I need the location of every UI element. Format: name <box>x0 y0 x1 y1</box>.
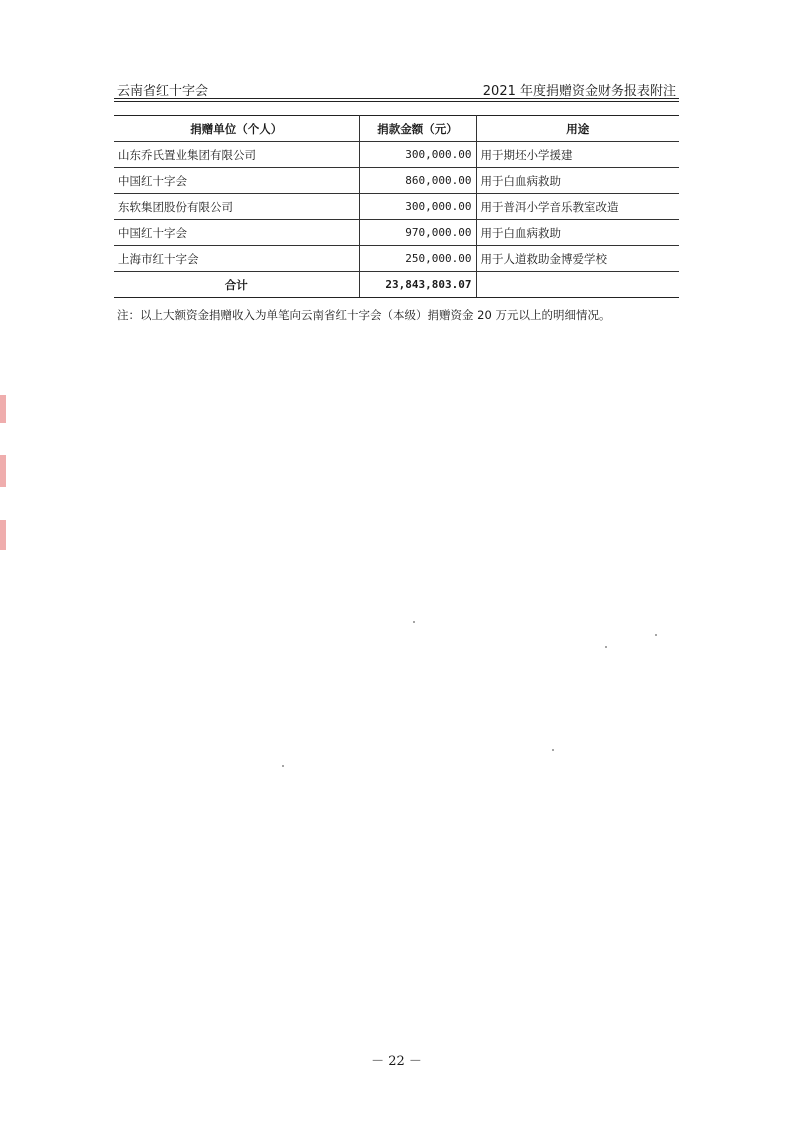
purpose-cell: 用于普洱小学音乐教室改造 <box>476 194 679 220</box>
amount-cell: 300,000.00 <box>359 194 476 220</box>
amount-cell: 250,000.00 <box>359 246 476 272</box>
amount-cell: 970,000.00 <box>359 220 476 246</box>
donor-cell: 上海市红十字会 <box>114 246 359 272</box>
scan-speck <box>552 749 554 751</box>
table-row <box>114 142 679 168</box>
seal-edge-mark <box>0 395 6 423</box>
total-amount: 23,843,803.07 <box>359 272 476 298</box>
donor-cell: 中国红十字会 <box>114 220 359 246</box>
purpose-cell: 用于白血病救助 <box>476 220 679 246</box>
total-row <box>114 272 679 298</box>
header-report-title: 2021 年度捐赠资金财务报表附注 <box>482 84 676 99</box>
table-row <box>114 220 679 246</box>
column-header-amount: 捐款金额（元） <box>359 116 476 142</box>
table-row <box>114 246 679 272</box>
donation-table <box>114 115 679 298</box>
purpose-cell: 用于期坯小学援建 <box>476 142 679 168</box>
header-rule <box>114 98 679 99</box>
table-row <box>114 168 679 194</box>
seal-edge-mark <box>0 455 6 487</box>
amount-cell: 860,000.00 <box>359 168 476 194</box>
donor-cell: 山东乔氏置业集团有限公司 <box>114 142 359 168</box>
donor-cell: 东软集团股份有限公司 <box>114 194 359 220</box>
scan-speck <box>605 646 607 648</box>
total-purpose-cell <box>476 272 679 298</box>
total-label: 合计 <box>114 272 359 298</box>
seal-edge-mark <box>0 520 6 550</box>
column-header-purpose: 用途 <box>476 116 679 142</box>
amount-cell: 300,000.00 <box>359 142 476 168</box>
scan-speck <box>282 765 284 767</box>
donor-cell: 中国红十字会 <box>114 168 359 194</box>
purpose-cell: 用于白血病救助 <box>476 168 679 194</box>
page-number: － 22 － <box>371 1054 422 1069</box>
table-row <box>114 194 679 220</box>
scan-speck <box>413 621 415 623</box>
column-header-donor: 捐赠单位（个人） <box>114 116 359 142</box>
header-rule-thin <box>114 101 679 102</box>
header-organization: 云南省红十字会 <box>117 84 209 99</box>
scan-speck <box>655 634 657 636</box>
table-header-row <box>114 116 679 142</box>
footnote: 注：以上大额资金捐赠收入为单笔向云南省红十字会（本级）捐赠资金 20 万元以上的明细情况。 <box>117 308 611 322</box>
purpose-cell: 用于人道救助金博爱学校 <box>476 246 679 272</box>
